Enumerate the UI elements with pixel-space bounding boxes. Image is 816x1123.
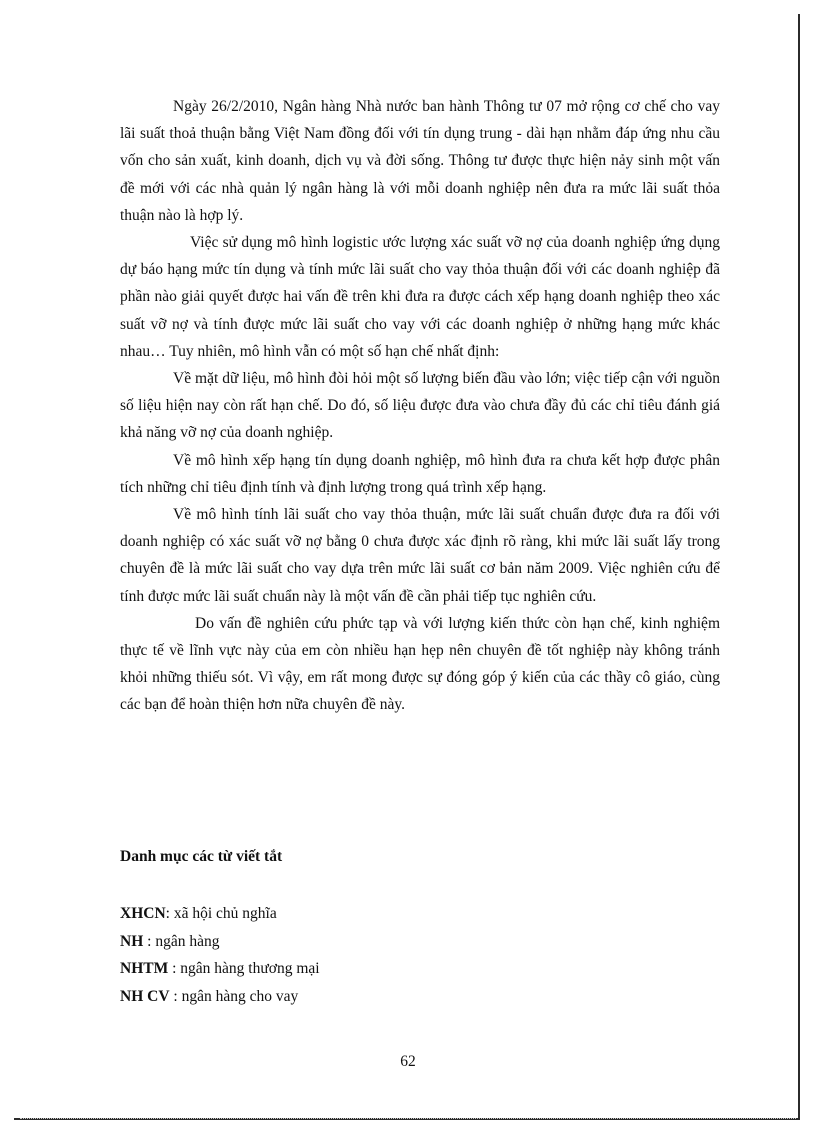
- paragraph-model-usage: Việc sử dụng mô hình logistic ước lượng xác suất vỡ nợ của doanh nghiệp ứng dụng dự báo hạng mức tín dụng và tính mức lãi suất cho vay thỏa thuận đối với các doanh nghiệp đã phần nào giải quyết được hai vấn đề trên khi đưa ra được cách xếp hạng doanh nghiệp theo xác suất vỡ nợ và tính được mức lãi suất cho vay với các doanh nghiệp ở những hạng mức khác nhau… Tuy nhiên, mô hình vẫn có một số hạn chế nhất định:: [120, 234, 720, 360]
- paragraph-intro: Ngày 26/2/2010, Ngân hàng Nhà nước ban hành Thông tư 07 mở rộng cơ chế cho vay lãi suất thoả thuận bằng Việt Nam đồng đối với tín dụng trung - dài hạn nhằm đáp ứng nhu cầu vốn cho sản xuất, kinh doanh, dịch vụ và đời sống. Thông tư được thực hiện nảy sinh một vấn đề mới với các nhà quản lý ngân hàng là với mỗi doanh nghiệp nên đưa ra mức lãi suất thỏa thuận nào là hợp lý.: [120, 98, 720, 224]
- abbreviations-list: [120, 903, 320, 1013]
- body-text: [120, 93, 720, 719]
- abbreviation-value: ngân hàng: [155, 932, 220, 950]
- abbreviation-key: NHTM: [120, 960, 169, 977]
- abbreviation-item: [120, 931, 320, 959]
- paragraph-credit-rating: Về mô hình xếp hạng tín dụng doanh nghiệp, mô hình đưa ra chưa kết hợp được phân tích những chỉ tiêu định tính và định lượng trong quá trình xếp hạng.: [120, 451, 720, 496]
- abbreviation-separator: :: [168, 960, 181, 977]
- abbreviation-separator: :: [143, 932, 156, 950]
- abbreviation-item: [120, 986, 320, 1014]
- paragraph-data-limitation: Về mặt dữ liệu, mô hình đòi hỏi một số lượng biến đầu vào lớn; việc tiếp cận với nguồn số liệu hiện nay còn rất hạn chế. Do đó, số liệu được đưa vào chưa đầy đủ các chỉ tiêu đánh giá khả năng vỡ nợ của doanh nghiệp.: [120, 370, 720, 442]
- abbreviation-value: xã hội chủ nghĩa: [173, 905, 277, 922]
- abbreviation-key: NH CV: [120, 987, 170, 1005]
- page-bottom-divider: [20, 1118, 796, 1119]
- abbreviation-item: [120, 903, 320, 931]
- abbreviation-key: XHCN: [120, 905, 166, 922]
- abbreviation-key: NH: [120, 932, 144, 950]
- page-number: 62: [400, 1053, 416, 1070]
- abbreviations-heading: Danh mục các từ viết tắt: [120, 848, 283, 865]
- abbreviation-item: [120, 958, 320, 986]
- abbreviation-separator: :: [165, 905, 174, 922]
- abbreviation-separator: :: [169, 987, 182, 1005]
- abbreviation-value: ngân hàng cho vay: [181, 987, 299, 1005]
- abbreviation-value: ngân hàng thương mại: [180, 960, 320, 977]
- paragraph-interest-rate: Về mô hình tính lãi suất cho vay thỏa thuận, mức lãi suất chuẩn được đưa ra đối với doanh nghiệp có xác suất vỡ nợ bằng 0 chưa được xác định rõ ràng, khi mức lãi suất lấy trong chuyên đề là mức lãi suất cho vay dựa trên mức lãi suất cơ bản năm 2009. Việc nghiên cứu để tính được mức lãi suất chuẩn này là một vấn đề cần phải tiếp tục nghiên cứu.: [120, 506, 720, 605]
- paragraph-conclusion: Do vấn đề nghiên cứu phức tạp và với lượng kiến thức còn hạn chế, kinh nghiệm thực tế về lĩnh vực này của em còn nhiều hạn hẹp nên chuyên đề tốt nghiệp này không tránh khỏi những thiếu sót. Vì vậy, em rất mong được sự đóng góp ý kiến của các thầy cô giáo, cùng các bạn để hoàn thiện hơn nữa chuyên đề này.: [120, 614, 720, 714]
